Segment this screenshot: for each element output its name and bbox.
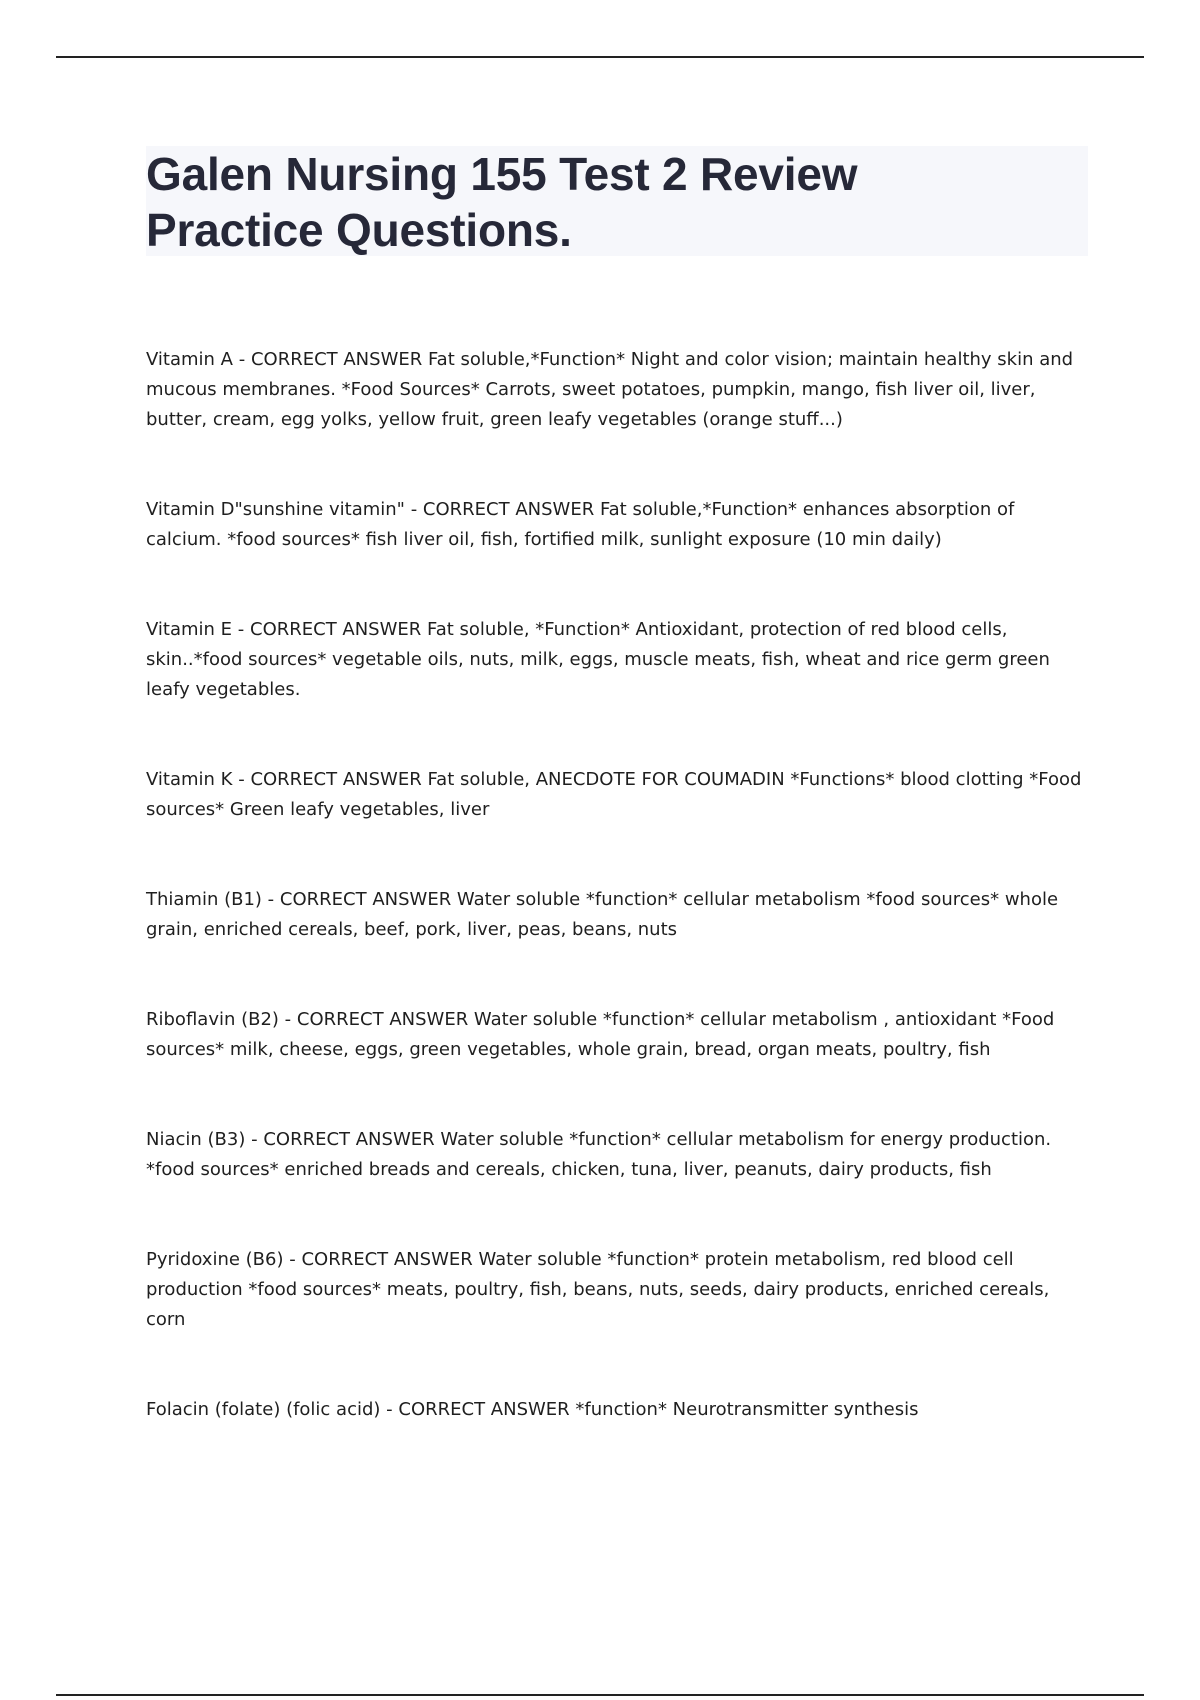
correct-answer-label: CORRECT ANSWER — [279, 889, 452, 910]
entry-body: Fat soluble, *Function* Antioxidant, protection of red blood cells, skin..*food sources* vegetable oils, nuts, milk, eggs, muscle meats, fish, wheat and rice germ green leafy vegetables. — [146, 619, 1050, 700]
entry-term: Folacin (folate) (folic acid) — [146, 1399, 381, 1420]
correct-answer-label: CORRECT ANSWER — [422, 499, 595, 520]
correct-answer-label: CORRECT ANSWER — [296, 1009, 469, 1030]
correct-answer-label: CORRECT ANSWER — [250, 349, 423, 370]
entry-separator: - — [245, 1129, 264, 1150]
entry-riboflavin — [146, 1005, 1091, 1065]
entry-body: Water soluble *function* cellular metabolism for energy production. *food sources* enriched breads and cereals, chicken, tuna, liver, peanuts, dairy products, fish — [146, 1129, 1052, 1180]
entry-body: Fat soluble,*Function* enhances absorption of calcium. *food sources* fish liver oil, fish, fortified milk, sunlight exposure (10 min daily) — [146, 499, 1015, 550]
entry-niacin — [146, 1125, 1091, 1185]
entry-list — [146, 345, 1091, 1485]
entry-body: Fat soluble, ANECDOTE FOR COUMADIN *Functions* blood clotting *Food sources* Green leafy vegetables, liver — [146, 769, 1082, 820]
entry-thiamin — [146, 885, 1091, 945]
entry-separator: - — [233, 349, 251, 370]
entry-term: Pyridoxine (B6) — [146, 1249, 284, 1270]
entry-separator: - — [283, 1249, 302, 1270]
entry-vitamin-a — [146, 345, 1091, 435]
footer-rule — [56, 1694, 1144, 1696]
entry-separator: - — [261, 889, 280, 910]
entry-vitamin-e — [146, 615, 1091, 705]
entry-body: Water soluble *function* cellular metabolism , antioxidant *Food sources* milk, cheese, eggs, green vegetables, whole grain, bread, organ meats, poultry, fish — [146, 1009, 1055, 1060]
entry-pyridoxine — [146, 1245, 1091, 1335]
entry-body: Water soluble *function* protein metabolism, red blood cell production *food sources* meats, poultry, fish, beans, nuts, seeds, dairy products, enriched cereals, corn — [146, 1249, 1050, 1330]
correct-answer-label: CORRECT ANSWER — [398, 1399, 570, 1420]
correct-answer-label: CORRECT ANSWER — [301, 1249, 473, 1270]
entry-body: Water soluble *function* cellular metabolism *food sources* whole grain, enriched cereals, beef, pork, liver, peas, beans, nuts — [146, 889, 1059, 940]
header-rule — [56, 56, 1144, 58]
entry-separator: - — [404, 499, 423, 520]
entry-separator: - — [232, 769, 251, 790]
entry-separator: - — [232, 619, 250, 640]
entry-term: Riboflavin (B2) — [146, 1009, 279, 1030]
entry-separator: - — [380, 1399, 399, 1420]
entry-term: Vitamin E — [146, 619, 233, 640]
entry-term: Vitamin A — [146, 349, 233, 370]
entry-term: Vitamin K — [146, 769, 233, 790]
entry-vitamin-d — [146, 495, 1091, 555]
page-title-line-1: Galen Nursing 155 Test 2 Review — [146, 148, 858, 200]
entry-term: Thiamin (B1) — [146, 889, 262, 910]
page-title — [146, 146, 1088, 258]
page-title-line-2: Practice Questions. — [146, 204, 572, 256]
correct-answer-label: CORRECT ANSWER — [263, 1129, 435, 1150]
correct-answer-label: CORRECT ANSWER — [250, 619, 422, 640]
entry-vitamin-k — [146, 765, 1091, 825]
title-block — [146, 146, 1088, 256]
entry-separator: - — [278, 1009, 297, 1030]
entry-folacin — [146, 1395, 1091, 1425]
entry-body: Fat soluble,*Function* Night and color vision; maintain healthy skin and mucous membranes. *Food Sources* Carrots, sweet potatoes, pumpkin, mango, fish liver oil, liver, butter, cream, egg yolks, yellow fruit, green leafy vegetables (orange stuff...) — [146, 349, 1074, 430]
entry-term: Niacin (B3) — [146, 1129, 246, 1150]
entry-term: Vitamin D"sunshine vitamin" — [146, 499, 405, 520]
entry-body: *function* Neurotransmitter synthesis — [569, 1399, 919, 1420]
correct-answer-label: CORRECT ANSWER — [250, 769, 422, 790]
